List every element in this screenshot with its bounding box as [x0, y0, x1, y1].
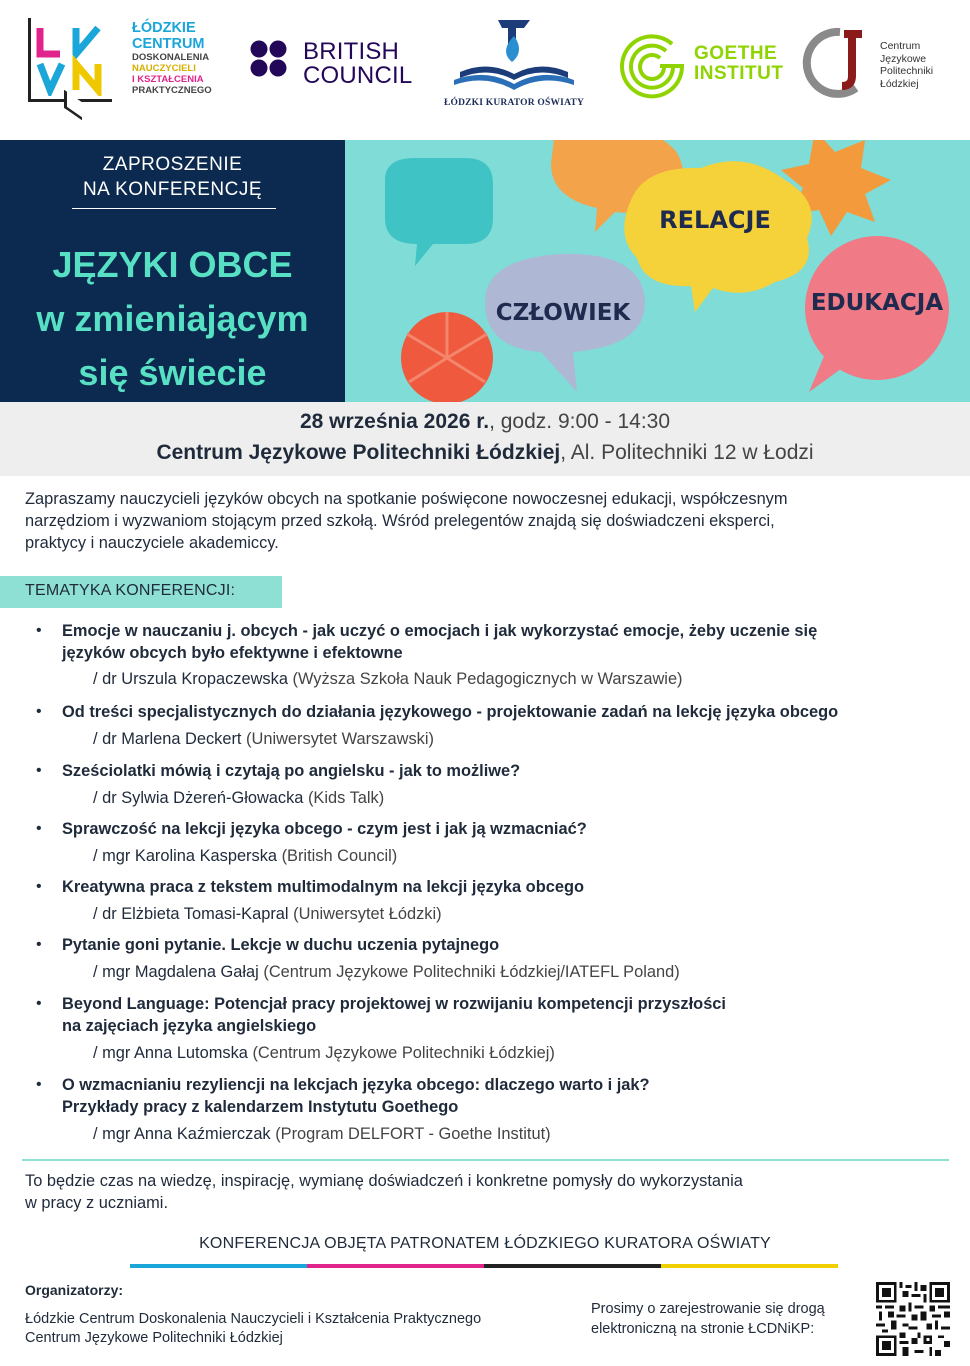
lcdn-line6: PRAKTYCZNEGO — [132, 85, 212, 96]
bullet-icon: • — [36, 936, 42, 953]
topic-speaker — [93, 961, 953, 983]
color-bar-magenta — [307, 1264, 484, 1268]
bullet-icon: • — [36, 1076, 42, 1093]
invitation-label — [0, 152, 345, 202]
speaker-name: / dr Urszula Kropaczewska — [93, 670, 288, 688]
speaker-name: / mgr Anna Kaźmierczak — [93, 1125, 271, 1143]
cjpl-line2: Językowe — [880, 52, 927, 65]
hero-bubbles-image — [345, 140, 970, 402]
title-line1: JĘZYKI OBCE — [52, 244, 293, 285]
lcdn-line2: CENTRUM — [132, 36, 205, 52]
speaker-name: / dr Marlena Deckert — [93, 730, 242, 748]
intro-line1: Zapraszamy nauczycieli języków obcych na spotkanie poświęcone nowoczesnej edukacji, współczesnym — [25, 490, 788, 508]
speaker-name: / dr Elżbieta Tomasi-Kapral — [93, 905, 289, 923]
cjpl-line4: Łódzkiej — [880, 77, 919, 90]
cjpl-line1: Centrum — [880, 40, 921, 52]
invite-line1: ZAPROSZENIE — [102, 154, 243, 175]
topic-title-line: O wzmacnianiu rezyliencji na lekcjach języka obcego: dlaczego warto i jak? — [62, 1076, 650, 1094]
closing-paragraph — [25, 1170, 925, 1214]
lcdn-line4: NAUCZYCIELI — [132, 63, 196, 74]
lcdn-letters-icon — [36, 24, 110, 96]
speaker-affiliation: (Uniwersytet Warszawski) — [241, 730, 434, 748]
topic-title — [62, 818, 942, 840]
bc-line1: BRITISH — [303, 38, 400, 65]
intro-line3: praktycy i nauczyciele akademiccy. — [25, 534, 279, 552]
bullet-icon: • — [36, 762, 42, 779]
speaker-affiliation: (Wyższa Szkoła Nauk Pedagogicznych w Warszawie) — [287, 670, 683, 688]
british-council-logo — [250, 38, 420, 88]
kurator-emblem-icon — [436, 14, 592, 98]
topic-title — [62, 760, 942, 782]
event-details-band — [0, 402, 970, 476]
bullet-icon: • — [36, 820, 42, 837]
cjpl-logo-icon — [800, 28, 872, 98]
goethe-line1: GOETHE — [694, 43, 778, 64]
color-bar-black — [484, 1264, 661, 1268]
british-council-dots-icon — [250, 40, 296, 86]
speaker-affiliation: (Centrum Językowe Politechniki Łódzkiej) — [247, 1044, 555, 1062]
topic-title — [62, 993, 942, 1037]
topic-title-line: Emocje w nauczaniu j. obcych - jak uczyć o emocjach i jak wykorzystać emocje, żeby uczenie się — [62, 622, 818, 640]
goethe-logo — [612, 26, 784, 106]
bc-line2: COUNCIL — [303, 62, 413, 89]
topic-title-line: Przykłady pracy z kalendarzem Instytutu Goethego — [62, 1098, 459, 1116]
intro-paragraph — [25, 488, 945, 554]
speaker-name: / dr Sylwia Dżereń-Głowacka — [93, 789, 304, 807]
lcdn-name — [132, 20, 212, 96]
organizer-item: Łódzkie Centrum Doskonalenia Nauczycieli i Kształcenia Praktycznego — [25, 1311, 482, 1327]
topic-speaker — [93, 668, 953, 690]
speaker-affiliation: (Program DELFORT - Goethe Institut) — [270, 1125, 551, 1143]
event-time: , godz. 9:00 - 14:30 — [489, 410, 671, 433]
speech-bubbles-illustration — [345, 140, 970, 402]
kurator-name: ŁÓDZKI KURATOR OŚWIATY — [443, 98, 585, 108]
bullet-icon: • — [36, 995, 42, 1012]
speaker-name: / mgr Karolina Kasperska — [93, 847, 278, 865]
event-date — [0, 410, 970, 434]
event-date-bold: 28 września 2026 r. — [299, 410, 490, 433]
topic-title-line: na zajęciach języka angielskiego — [62, 1017, 317, 1035]
invite-underline — [72, 208, 276, 209]
cjpl-name — [880, 40, 933, 90]
topic-title-line: Kreatywna praca z tekstem multimodalnym na lekcji języka obcego — [62, 878, 584, 896]
registration-note — [591, 1299, 871, 1339]
lcdn-logo — [28, 18, 228, 114]
topic-title-line: Pytanie goni pytanie. Lekcje w duchu uczenia pytajnego — [62, 936, 500, 954]
topic-title — [62, 620, 942, 664]
speaker-name: / mgr Anna Lutomska — [93, 1044, 248, 1062]
intro-line2: narzędziom i wyzwaniom stojącym przed szkołą. Wśród prelegentów znajdą się doświadczeni eksperci, — [25, 512, 775, 530]
registration-line2: elektroniczną na stronie ŁCDNiKP: — [591, 1321, 815, 1337]
topic-speaker — [93, 903, 953, 925]
event-address: , Al. Politechniki 12 w Łodzi — [560, 441, 814, 464]
british-council-name — [303, 40, 412, 88]
topic-speaker — [93, 845, 953, 867]
bullet-icon: • — [36, 622, 42, 639]
invite-line2: NA KONFERENCJĘ — [82, 179, 263, 200]
bubble-word-edukacja: EDUKACJA — [810, 290, 944, 316]
title-line2: w zmieniającym — [36, 298, 309, 339]
speaker-affiliation: (Uniwersytet Łódzki) — [288, 905, 442, 923]
topic-title — [62, 934, 942, 956]
speaker-name: / mgr Magdalena Gałaj — [93, 963, 259, 981]
bullet-icon: • — [36, 878, 42, 895]
topic-title — [62, 1074, 942, 1118]
topic-title — [62, 701, 942, 723]
hero-title-panel — [0, 140, 345, 402]
qr-code-icon[interactable] — [876, 1282, 950, 1356]
speaker-affiliation: (British Council) — [277, 847, 398, 865]
closing-line2: w pracy z uczniami. — [25, 1194, 169, 1212]
speaker-affiliation: (Kids Talk) — [303, 789, 385, 807]
lcdn-line5: I KSZTAŁCENIA — [132, 74, 204, 85]
logo-bar — [0, 0, 970, 140]
goethe-logo-icon — [612, 26, 692, 106]
topic-speaker — [93, 728, 953, 750]
topic-title — [62, 876, 942, 898]
event-venue — [0, 441, 970, 465]
title-line3: się świecie — [78, 352, 267, 393]
topics-heading-band — [0, 576, 282, 608]
topic-title-line: Sześciolatki mówią i czytają po angielsku - jak to możliwe? — [62, 762, 521, 780]
section-divider — [22, 1159, 949, 1161]
event-venue-bold: Centrum Językowe Politechniki Łódzkiej — [156, 441, 561, 464]
topic-speaker — [93, 787, 953, 809]
organizers-list — [25, 1310, 481, 1348]
topics-heading: TEMATYKA KONFERENCJI: — [25, 582, 236, 599]
bubble-word-relacje: RELACJE — [659, 206, 771, 234]
organizer-item: Centrum Językowe Politechniki Łódzkiej — [25, 1330, 283, 1346]
bullet-icon: • — [36, 703, 42, 720]
topic-title-line: Od treści specjalistycznych do działania językowego - projektowanie zadań na lekcję języka obcego — [62, 703, 839, 721]
organizers-heading: Organizatorzy: — [25, 1282, 124, 1298]
topic-title-line: Sprawczość na lekcji języka obcego - czym jest i jak ją wzmacniać? — [62, 820, 587, 838]
color-bar-yellow — [661, 1264, 838, 1268]
kurator-logo — [436, 14, 592, 114]
topic-speaker — [93, 1042, 953, 1064]
topic-title-line: języków obcych było efektywne i efektowne — [62, 644, 403, 662]
lcdn-line1: ŁÓDZKIE — [132, 20, 196, 36]
topic-title-line: Beyond Language: Potencjał pracy projektowej w rozwijaniu kompetencji przyszłości — [62, 995, 726, 1013]
speaker-affiliation: (Centrum Językowe Politechniki Łódzkiej/IATEFL Poland) — [258, 963, 680, 981]
color-bar-cyan — [130, 1264, 307, 1268]
conference-title — [0, 238, 345, 400]
cjpl-logo — [800, 28, 960, 98]
goethe-name — [694, 44, 784, 84]
registration-line1: Prosimy o zarejestrowanie się drogą — [591, 1301, 825, 1317]
topic-speaker — [93, 1123, 953, 1145]
bubble-word-czlowiek: CZŁOWIEK — [495, 300, 631, 326]
cjpl-line3: Politechniki — [880, 65, 934, 77]
closing-line1: To będzie czas na wiedzę, inspirację, wymianę doświadczeń i konkretne pomysły do wykorzystania — [25, 1172, 743, 1190]
goethe-line2: INSTITUT — [694, 63, 784, 84]
lcdn-line3: DOSKONALENIA — [132, 52, 210, 63]
patronage-note: KONFERENCJA OBJĘTA PATRONATEM ŁÓDZKIEGO KURATORA OŚWIATY — [199, 1235, 771, 1252]
